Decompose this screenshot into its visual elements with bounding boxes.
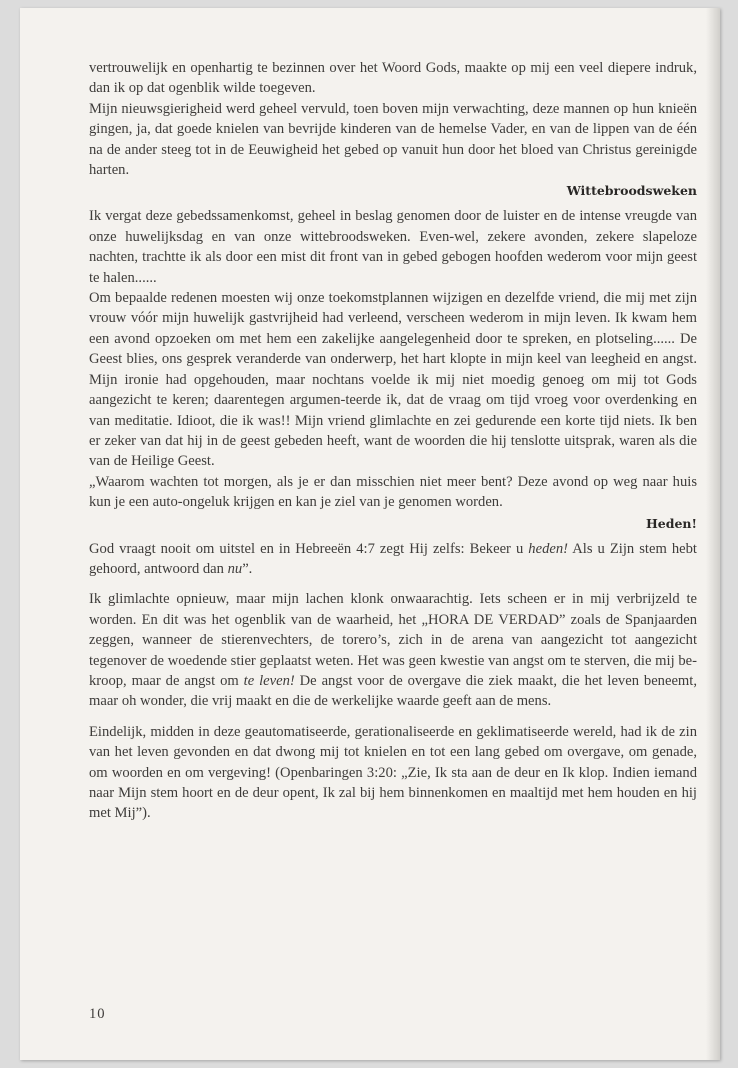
paragraph-7 [89, 589, 697, 711]
book-page [20, 8, 720, 1060]
section-heading-heden: Heden! [645, 515, 697, 531]
paragraph-6-emphasis-heden: heden! [528, 540, 569, 557]
paragraph-1: vertrouwelijk en openhartig te bezinnen over het Woord Gods, maakte op mij een veel diepere indruk, dan ik op dat ogenblik wilde toegeven. [89, 60, 697, 97]
paragraph-7-part-b: De angst voor de overgave die ziek maakt, die het leven beneemt, maar oh wonder, die vrij maakt en die de werkelijke waarde geeft aan de mens. [89, 672, 697, 710]
page-number: 10 [89, 1006, 106, 1022]
page-edge-shadow [706, 8, 720, 1060]
paragraph-8: Eindelijk, midden in deze geautomatiseerde, gerationaliseerde en geklimatiseerde wereld, had ik de zin van het leven gevonden en dat dwong mij tot knielen en tot een lang gebed om overgave, om genade, om woorden en om vergeving! (Openbaringen 3:20: „Zie, Ik sta aan de deur en Ik klop. Indien iemand naar Mijn stem hoort en de deur opent, Ik zal bij hem binnenkomen en maaltijd met hem houden en hij met Mij”). [89, 723, 697, 822]
paragraph-6-part-b: Als u Zijn stem hebt gehoord, antwoord dan [89, 540, 697, 577]
page-body [89, 58, 697, 824]
paragraph-7-emphasis: te leven! [243, 672, 295, 689]
paragraph-5: „Waarom wachten tot morgen, als je er dan misschien niet meer bent? Deze avond op weg naar huis kun je een auto-ongeluk krijgen en kan je ziel van je genomen worden. [89, 473, 697, 511]
paragraph-4: Om bepaalde redenen moesten wij onze toekomstplannen wijzigen en dezelfde vriend, die mij met zijn vrouw vóór mijn huwelijk gastvrijheid had verleend, verscheen wederom in mijn leven. Ik kwam hem een avond opzoeken om met hem een zakelijke aangelegenheid door te spreken, en plotseling...... De Geest blies, ons gesprek veranderde van onderwerp, het hart klopte in mijn keel van leegheid en angst. Mijn ironie had opgehouden, maar nochtans voelde ik mij niet moedig genoeg om mij tot Gods aangezicht te keren; daarentegen argumen-teerde ik, dat de vraag om tijd vroeg voor overdenking en van meditatie. Idioot, die ik was!! Mijn vriend glimlachte en zei gedurende een korte tijd niets. Ik ben er zeker van dat hij in de geest gebeden heeft, want de woorden die hij tenslotte uitsprak, waren als die van de Heilige Geest. [89, 290, 697, 470]
paragraph-6-part-c: ”. [242, 560, 253, 577]
paragraph-6 [89, 539, 697, 580]
paragraph-6-part-a: God vraagt nooit om uitstel en in Hebreeën 4:7 zegt Hij zelfs: Bekeer u [89, 540, 529, 557]
paragraph-7-part-a: Ik glimlachte opnieuw, maar mijn lachen klonk onwaarachtig. Iets scheen er in mij verbrijzeld te worden. En dit was het ogenblik van de waarheid, het „HORA DE VERDAD” zoals de Spanjaarden zeggen, wanneer de stierenvechters, de torero’s, zich in de arena van aangezicht tot aangezicht tegenover de woedende stier geplaatst weten. Het was geen kwestie van angst om te sterven, die mij be-kroop, maar de angst om [89, 591, 697, 689]
paragraph-6-emphasis-nu: nu [227, 560, 243, 577]
paragraph-2: Mijn nieuwsgierigheid werd geheel vervuld, toen boven mijn verwachting, deze mannen op hun knieën gingen, ja, dat goede knielen van bevrijde kinderen van de hemelse Vader, en van de lippen van de één na de ander steeg tot in de Eeuwigheid het gebed op vanuit hun door het bloed van Christus gereinigde harten. [89, 100, 697, 179]
section-heading-wittebroodsweken: Wittebroodsweken [566, 183, 697, 199]
paragraph-3: Ik vergat deze gebedssamenkomst, geheel in beslag genomen door de luister en de intense vreugde van onze huwelijksdag en van onze wittebroodsweken. Even-wel, zekere avonden, zekere slapeloze nachten, trachtte ik als door een mist dit front van in gebed gebogen hoofden wederom voor mijn geest te halen...... [89, 208, 697, 286]
